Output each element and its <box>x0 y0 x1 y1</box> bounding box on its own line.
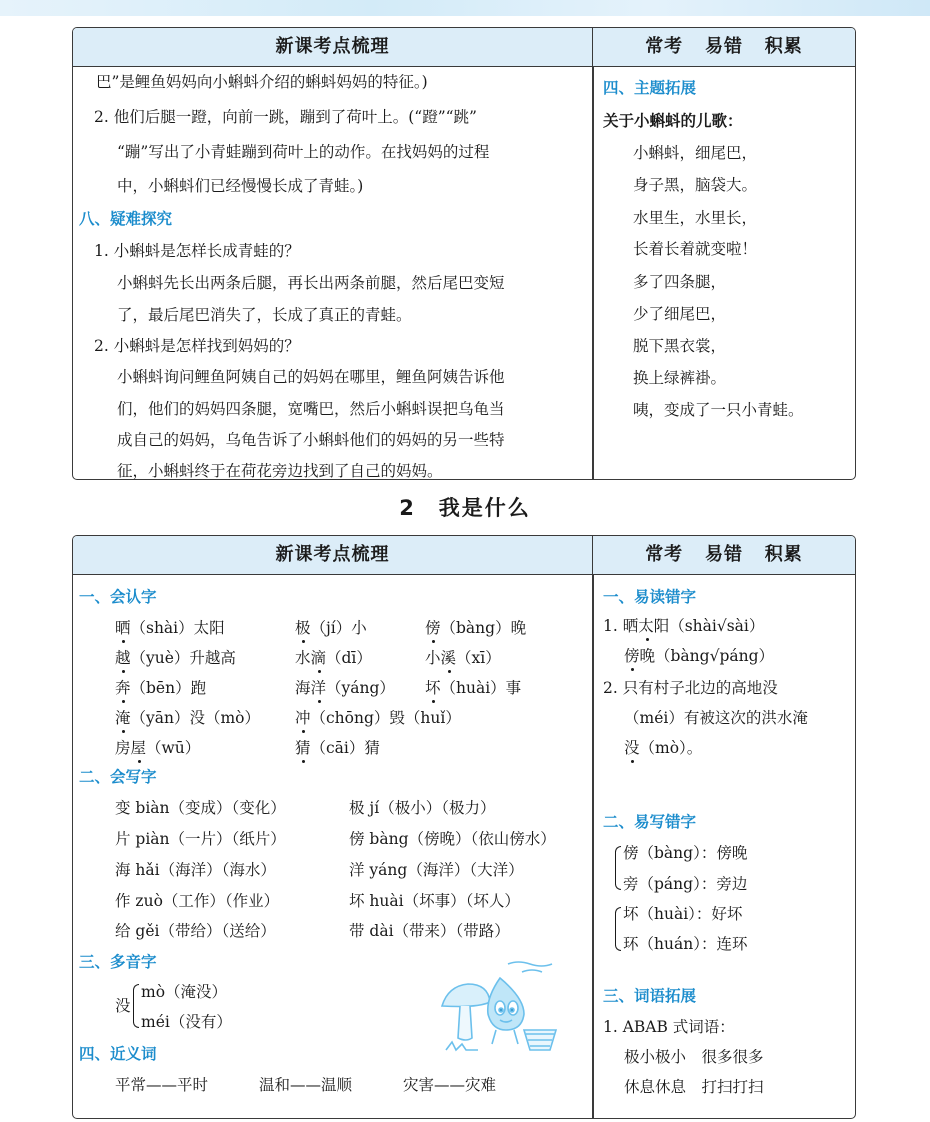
emphasis-dot <box>302 730 305 733</box>
misread-line: 1. 晒太阳（shài√sài） <box>603 617 765 635</box>
panel-header <box>73 28 855 67</box>
char-item: 猜（cāi）猜 <box>295 739 380 757</box>
misread-line: 没（mò）。 <box>624 739 703 757</box>
section-title: 一、会认字 <box>79 588 157 606</box>
answer-line: 们，他们的妈妈四条腿，宽嘴巴，然后小蝌蚪误把乌龟当 <box>117 400 505 418</box>
top-decoration <box>0 0 930 16</box>
emphasis-dot <box>432 700 435 703</box>
emphasis-dot <box>448 670 451 673</box>
song-title: 关于小蝌蚪的儿歌： <box>603 112 743 130</box>
write-item: 给 gěi（带给）（送给） <box>115 922 276 940</box>
char-item: 极（jí）小 <box>295 619 367 637</box>
misread-line: 傍晚（bàng√páng） <box>624 647 775 665</box>
emphasis-dot <box>122 670 125 673</box>
column-divider <box>592 574 594 1118</box>
synonym-pair: 平常——平时 <box>115 1076 209 1094</box>
write-item: 作 zuò（工作）（作业） <box>115 892 280 910</box>
char-item: 房屋（wū） <box>115 739 201 757</box>
word-expansion-line: 1. ABAB 式词语： <box>603 1018 735 1036</box>
water-drop-mascot-illustration <box>438 958 560 1056</box>
text-line: 中，小蝌蚪们已经慢慢长成了青蛙。) <box>117 177 364 195</box>
header-left-title: 新课考点梳理 <box>73 536 593 574</box>
answer-line: 成自己的妈妈，乌龟告诉了小蝌蚪他们的妈妈的另一些特 <box>117 431 505 449</box>
miswritten-item: 坏（huài）：好坏 <box>623 905 743 923</box>
write-item: 洋 yáng（海洋）（大洋） <box>349 861 524 879</box>
polyphone-item: mò（淹没） <box>141 983 228 1001</box>
song-line: 换上绿裤褂。 <box>633 369 727 387</box>
emphasis-dot <box>122 640 125 643</box>
write-item: 海 hǎi（海洋）（海水） <box>115 861 276 879</box>
emphasis-dot <box>138 760 141 763</box>
emphasis-dot <box>318 670 321 673</box>
polyphone-item: méi（没有） <box>141 1013 232 1031</box>
text-line: 2. 他们后腿一蹬，向前一跳，蹦到了荷叶上。(“蹬”“跳” <box>94 108 477 126</box>
emphasis-dot <box>646 638 649 641</box>
emphasis-dot <box>122 700 125 703</box>
write-item: 带 dài（带来）（带路） <box>349 922 510 940</box>
header-left-title: 新课考点梳理 <box>73 28 593 66</box>
misread-line: （méi）有被这次的洪水淹 <box>624 709 808 727</box>
write-item: 傍 bàng（傍晚）（依山傍水） <box>349 830 556 848</box>
answer-line: 了，最后尾巴消失了，长成了真正的青蛙。 <box>117 306 412 324</box>
section-title: 四、近义词 <box>79 1045 157 1063</box>
write-item: 极 jí（极小）（极力） <box>349 799 496 817</box>
char-item: 水滴（dī） <box>295 649 372 667</box>
section-title: 八、疑难探究 <box>79 210 173 228</box>
answer-line: 小蝌蚪询问鲤鱼阿姨自己的妈妈在哪里，鲤鱼阿姨告诉他 <box>117 368 505 386</box>
brace-mark <box>615 846 621 890</box>
emphasis-dot <box>432 640 435 643</box>
lesson-title: 2 我是什么 <box>399 496 531 520</box>
miswritten-item: 傍（bàng）：傍晚 <box>623 844 748 862</box>
miswritten-item: 旁（páng）：旁边 <box>623 875 748 893</box>
emphasis-dot <box>302 640 305 643</box>
char-item: 淹（yān）没（mò） <box>115 709 261 727</box>
header-right-title: 常考 易错 积累 <box>645 544 803 565</box>
song-line: 小蝌蚪，细尾巴， <box>633 144 758 162</box>
word-expansion-line: 极小极小 很多很多 <box>624 1048 764 1066</box>
write-item: 坏 huài（坏事）（坏人） <box>349 892 520 910</box>
question: 1. 小蝌蚪是怎样长成青蛙的？ <box>94 242 300 260</box>
char-item: 越（yuè）升越高 <box>115 649 236 667</box>
column-divider <box>592 66 594 479</box>
section-title: 三、多音字 <box>79 953 157 971</box>
song-line: 少了细尾巴， <box>633 305 727 323</box>
song-line: 水里生，水里长， <box>633 209 758 227</box>
write-item: 变 biàn（变成）（变化） <box>115 799 286 817</box>
emphasis-dot <box>302 760 305 763</box>
char-item: 奔（bēn）跑 <box>115 679 207 697</box>
char-item: 小溪（xī） <box>425 649 501 667</box>
review-panel-1 <box>72 27 856 480</box>
emphasis-dot <box>631 760 634 763</box>
synonym-pair: 温和——温顺 <box>259 1076 353 1094</box>
char-item: 坏（huài）事 <box>425 679 522 697</box>
write-item: 片 piàn（一片）（纸片） <box>115 830 286 848</box>
section-title: 一、易读错字 <box>603 588 697 606</box>
answer-line: 小蝌蚪先长出两条后腿，再长出两条前腿，然后尾巴变短 <box>117 274 505 292</box>
synonym-pair: 灾害——灾难 <box>403 1076 497 1094</box>
song-line: 长着长着就变啦！ <box>633 240 758 258</box>
section-title: 二、会写字 <box>79 768 157 786</box>
emphasis-dot <box>631 668 634 671</box>
section-title: 四、主题拓展 <box>603 79 697 97</box>
header-right-title: 常考 易错 积累 <box>645 36 803 57</box>
char-item: 冲（chōng）毁（huǐ） <box>295 709 461 727</box>
song-line: 咦，变成了一只小青蛙。 <box>633 401 804 419</box>
miswritten-item: 环（huán）：连环 <box>623 935 748 953</box>
text-line: 巴”是鲤鱼妈妈向小蝌蚪介绍的蝌蚪妈妈的特征。) <box>96 73 428 91</box>
char-item: 海洋（yáng） <box>295 679 395 697</box>
word-expansion-line: 休息休息 打扫打扫 <box>624 1078 764 1096</box>
brace-mark <box>615 907 621 951</box>
misread-line: 2. 只有村子北边的高地没 <box>603 679 778 697</box>
emphasis-dot <box>318 700 321 703</box>
answer-line: 征，小蝌蚪终于在荷花旁边找到了自己的妈妈。 <box>117 462 443 480</box>
polyphone-char: 没 <box>115 997 131 1015</box>
section-title: 三、词语拓展 <box>603 987 697 1005</box>
question: 2. 小蝌蚪是怎样找到妈妈的？ <box>94 337 300 355</box>
section-title: 二、易写错字 <box>603 813 697 831</box>
song-line: 身子黑，脑袋大。 <box>633 176 758 194</box>
panel-header <box>73 536 855 575</box>
text-line: “蹦”写出了小青蛙蹦到荷叶上的动作。在找妈妈的过程 <box>117 143 490 161</box>
char-item: 晒（shài）太阳 <box>115 619 225 637</box>
char-item: 傍（bàng）晚 <box>425 619 527 637</box>
song-line: 脱下黑衣裳， <box>633 337 727 355</box>
brace-mark <box>133 984 139 1028</box>
song-line: 多了四条腿， <box>633 273 727 291</box>
emphasis-dot <box>122 730 125 733</box>
